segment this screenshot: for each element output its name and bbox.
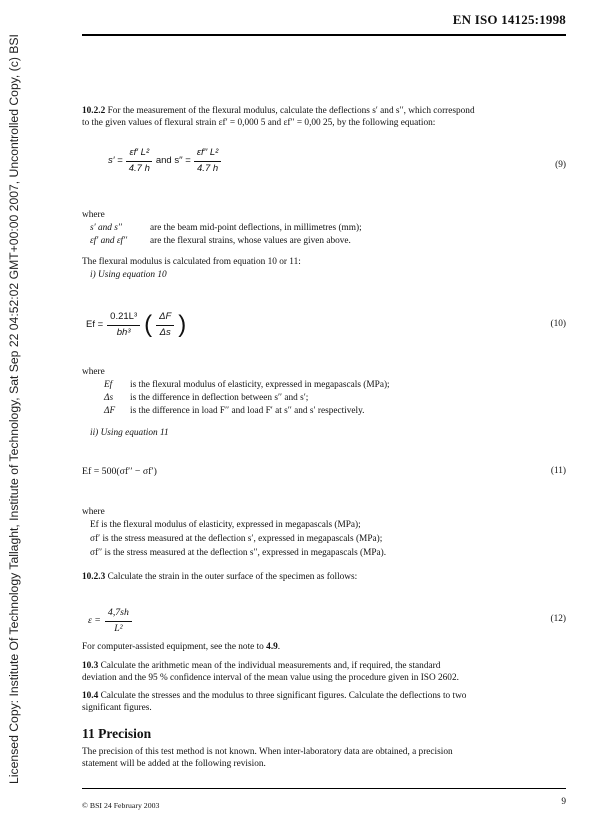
clause-text-line1: For the measurement of the flexural modulus, calculate the deflections s′ and s′′, which correspond	[107, 106, 475, 116]
where1-symbol-2: εf′ and εf′′	[90, 236, 128, 246]
equation-number-11: (11)	[550, 466, 566, 476]
eq10-delta-den: Δs	[159, 326, 171, 338]
computer-assisted-note	[82, 641, 280, 654]
eq12-den: L²	[114, 622, 123, 634]
calc-intro: The flexural modulus is calculated from equation 10 or 11:	[82, 257, 301, 267]
eq10-paren-open: (	[144, 311, 153, 338]
page-number: 9	[561, 797, 566, 807]
eq10-fraction	[107, 311, 140, 339]
eq9-den-1: 4.7 h	[128, 162, 150, 174]
eq9-and: and s′′ =	[155, 154, 191, 166]
clause-text-line1: Calculate the arithmetic mean of the individual measurements and, if required, the standard	[100, 661, 441, 671]
clause-number: 10.2.2	[82, 106, 106, 116]
clause-number: 10.4	[82, 691, 99, 701]
where2-def-1: is the flexural modulus of elasticity, expressed in megapascals (MPa);	[130, 380, 390, 390]
clause-text: Calculate the strain in the outer surface of the specimen as follows:	[107, 572, 358, 582]
footer-rule	[82, 788, 566, 789]
eq10-paren-close: )	[178, 311, 187, 338]
equation-10	[86, 311, 186, 339]
eq12-fraction	[105, 607, 132, 635]
eq12-lhs: ε =	[88, 614, 101, 626]
where1-def-1: are the beam mid-point deflections, in millimetres (mm);	[150, 223, 362, 233]
equation-number-10: (10)	[550, 319, 566, 329]
equation-12	[88, 607, 132, 635]
where2-symbol-1: Ef	[104, 380, 113, 390]
where3-def-3: σf′′ is the stress measured at the deflection s′′, expressed in megapascals (MPa).	[90, 548, 387, 558]
clause-10-2-3	[82, 571, 357, 584]
where3-def-2: σf′ is the stress measured at the deflection s′, expressed in megapascals (MPa);	[90, 534, 383, 544]
note-ref: 4.9	[266, 642, 278, 652]
where1-def-2: are the flexural strains, whose values are given above.	[150, 236, 351, 246]
clause-10-4	[82, 690, 466, 703]
eq12-num: 4,7sh	[105, 607, 132, 622]
eq9-fraction-2	[194, 147, 221, 175]
eq9-den-2: 4.7 h	[197, 162, 219, 174]
eq10-delta-num: ΔF	[156, 311, 174, 326]
footer-copyright: © BSI 24 February 2003	[82, 801, 160, 810]
clause-10-3-line2: deviation and the 95 % confidence interval of the mean value using the procedure given in ISO 2602.	[82, 673, 459, 683]
precision-text-line1: The precision of this test method is not known. When inter-laboratory data are obtained, a precision	[82, 747, 453, 757]
clause-number: 10.3	[82, 661, 99, 671]
eq9-num-1: εf′ L²	[126, 147, 152, 162]
option-equation-10: i) Using equation 10	[90, 270, 167, 280]
note-text: For computer-assisted equipment, see the note to	[82, 642, 267, 652]
precision-text-line2: statement will be added at the following revision.	[82, 759, 266, 769]
where2-def-2: is the difference in deflection between s′′ and s′;	[130, 393, 309, 403]
section-heading-precision: 11 Precision	[82, 726, 152, 741]
eq10-den: bh³	[116, 326, 131, 338]
clause-10-4-line2: significant figures.	[82, 703, 152, 713]
where-label-3: where	[82, 507, 105, 517]
header-rule	[82, 34, 566, 36]
option-equation-11: ii) Using equation 11	[90, 428, 169, 438]
where-label-1: where	[82, 210, 105, 220]
equation-number-12: (12)	[550, 614, 566, 624]
eq10-lhs: Ef =	[86, 318, 104, 330]
clause-text-line2: to the given values of flexural strain εf′ = 0,000 5 and εf′′ = 0,00 25, by the following equation:	[82, 118, 436, 128]
equation-11: Ef = 500(σf′′ − σf′)	[82, 466, 157, 477]
eq10-delta-fraction	[156, 311, 174, 339]
clause-10-2-2	[82, 105, 475, 118]
license-watermark: Licensed Copy: Institute Of Technology Tallaght, Institute of Technology, Sat Sep 22 04:52:02 GMT+00:00 2007, Uncontrolled Copy, (c) BSI	[7, 34, 21, 784]
where1-symbol-1: s′ and s′′	[90, 223, 122, 233]
equation-9	[108, 147, 221, 175]
clause-10-3	[82, 660, 440, 673]
where3-def-1: Ef is the flexural modulus of elasticity, expressed in megapascals (MPa);	[90, 520, 361, 530]
where2-def-3: is the difference in load F′′ and load F′ at s′′ and s′ respectively.	[130, 406, 365, 416]
where-label-2: where	[82, 367, 105, 377]
eq9-fraction-1	[126, 147, 153, 175]
equation-number-9: (9)	[555, 160, 566, 170]
where2-symbol-2: Δs	[104, 393, 114, 403]
eq9-lhs: s′ =	[108, 154, 123, 166]
standard-header: EN ISO 14125:1998	[452, 12, 566, 27]
where2-symbol-3: ΔF	[104, 406, 116, 416]
clause-number: 10.2.3	[82, 572, 106, 582]
eq9-num-2: εf′′ L²	[194, 147, 221, 162]
clause-text-line1: Calculate the stresses and the modulus to three significant figures. Calculate the deflections to two	[100, 691, 467, 701]
note-end: .	[277, 642, 281, 652]
eq10-num: 0.21L³	[107, 311, 140, 326]
